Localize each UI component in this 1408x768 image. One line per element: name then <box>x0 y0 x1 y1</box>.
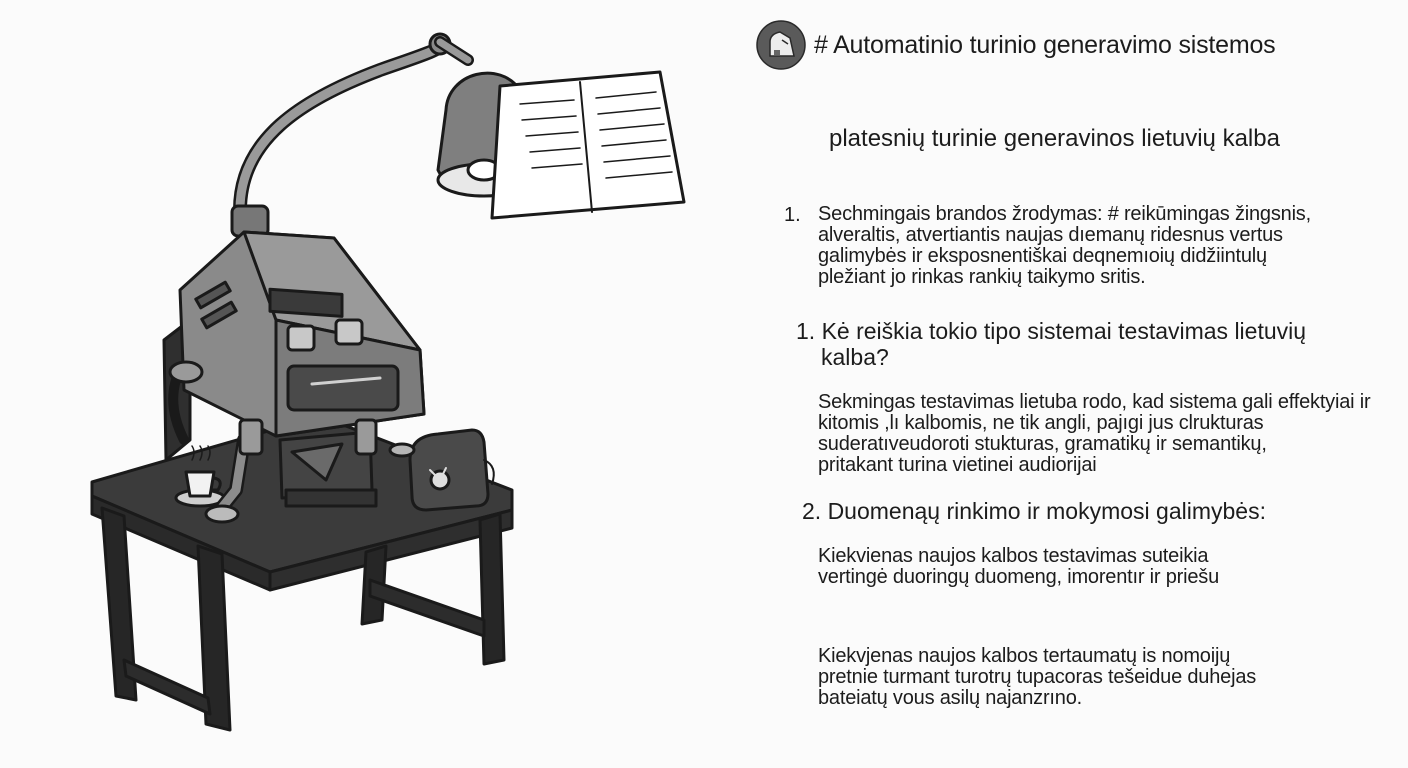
header <box>756 20 1275 70</box>
text-line: bateiatų vous asilų najanzrıno. <box>818 687 1082 709</box>
text-line: vertingė duoringų duomeng, imorentır ir priešu <box>818 566 1220 588</box>
text-line: pretnie turmant turotrų tupacoras tešeidue duhejas <box>818 666 1257 688</box>
text-line: pritakant turina vietinei audiorijai <box>818 454 1097 476</box>
list-item-text <box>818 204 1311 288</box>
text-line: Sechmingais brandos žrodymas: # reikūmingas žingsnis, <box>818 203 1311 225</box>
section-1-body <box>818 392 1370 476</box>
list-item-number: 1. <box>784 204 801 226</box>
section-1-heading <box>796 318 1306 370</box>
text-line: Kiekvjenas naujos kalbos tertaumatų is nomoijų <box>818 645 1231 667</box>
robot-desk-illustration <box>80 20 700 750</box>
text-line: alveraltis, atvertiantis naujas dıemanų ridesnus vertus <box>818 224 1283 246</box>
text-line: Kiekvienas naujos kalbos testavimas suteikia <box>818 545 1209 567</box>
text-panel <box>756 18 1396 758</box>
document <box>492 72 684 218</box>
subtitle: platesnių turinie generavinos lietuvių kalba <box>829 125 1280 152</box>
page-title: # Automatinio turinio generavimo sistemos <box>814 30 1276 59</box>
section-2-heading: 2. Duomenąų rinkimo ir mokymosi galimybės: <box>802 498 1266 524</box>
heading-line: 1. Kė reiškia tokio tipo sistemai testavimas lietuvių <box>796 318 1307 344</box>
text-line: Sekmingas testavimas lietuba rodo, kad sistema gali effektyiai ir <box>818 391 1371 413</box>
text-line: pležiant jo rinkas rankių taikymo sritis. <box>818 266 1146 288</box>
text-line: galimybės ir eksposnentiškai deqnemıoių didžiintulų <box>818 245 1267 267</box>
text-line: kitomis ,lı kalbomis, ne tik angli, pajıgi jus clrukturas <box>818 412 1264 434</box>
robot-avatar-icon <box>756 20 806 70</box>
heading-line: kalba? <box>821 344 889 370</box>
lamp <box>232 34 530 236</box>
text-line: suderatıveudoroti stukturas, gramatikų ir semantikų, <box>818 433 1267 455</box>
section-2-paragraph-2 <box>818 646 1256 709</box>
section-2-paragraph-1 <box>818 546 1219 588</box>
